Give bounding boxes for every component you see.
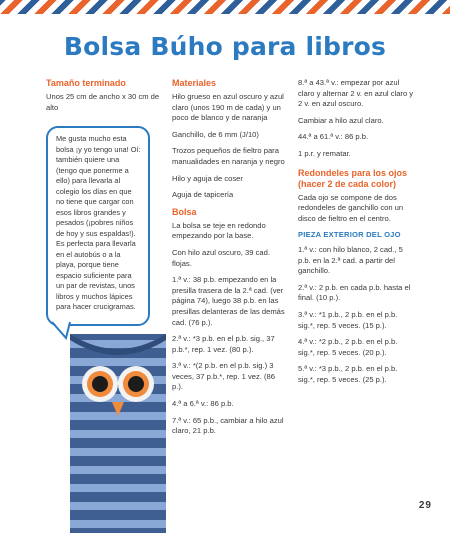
bag-step: 1 p.r. y rematar. xyxy=(298,148,351,158)
owl-eye-right-icon xyxy=(118,366,154,402)
bag-step: 8.ª a 43.ª v.: empezar por azul claro y alternar 2 v. en azul claro y 2 v. en azul oscuro. xyxy=(298,78,414,109)
page-number: 29 xyxy=(418,500,432,511)
bag-heading: Bolsa xyxy=(172,206,197,217)
finished-size-text: Unos 25 cm de ancho x 30 cm de alto xyxy=(46,92,160,112)
top-stripe-border xyxy=(0,0,450,14)
materials-item: Aguja de tapicería xyxy=(172,190,234,200)
bag-step: 2.ª v.: *3 p.b. en el p.b. sig., 37 p.b.*, rep. 1 vez. (80 p.). xyxy=(172,334,275,354)
materials-heading: Materiales xyxy=(172,78,217,88)
speech-bubble xyxy=(46,126,150,326)
eyes-text: Cada ojo se compone de dos redondeles de ganchillo con un disco de fieltro en el centro. xyxy=(298,192,404,223)
bag-step: Cambiar a hilo azul claro. xyxy=(298,115,384,125)
eye-step: 4.ª v.: *2 p.b., 2 p.b. en el p.b. sig.*, rep. 5 veces. (20 p.). xyxy=(298,337,398,357)
finished-size-heading: Tamaño terminado xyxy=(46,78,126,88)
bag-step: 44.ª a 61.ª v.: 86 p.b. xyxy=(298,132,369,142)
eyes-heading: Redondeles para los ojos (hacer 2 de cada color) xyxy=(298,167,408,189)
eye-step: 1.ª v.: con hilo blanco, 2 cad., 5 p.b. en la 2.ª cad. a partir del ganchillo. xyxy=(298,244,403,276)
eye-step: 5.ª v.: *3 p.b., 2 p.b. en el p.b. sig.*, rep. 5 veces. (25 p.). xyxy=(298,364,398,384)
bag-step: Con hilo azul oscuro, 39 cad. flojas. xyxy=(172,247,270,268)
materials-item: Ganchillo, de 6 mm (J/10) xyxy=(172,129,259,139)
bag-step: 3.ª v.: *(2 p.b. en el p.b. sig.) 3 veces, 37 p.b.*, rep. 1 vez. (86 p.). xyxy=(172,361,275,392)
outer-eye-heading: PIEZA EXTERIOR DEL OJO xyxy=(298,230,401,240)
owl-bag-illustration xyxy=(70,334,166,533)
eye-step: 2.ª v.: 2 p.b. en cada p.b. hasta el final. (10 p.). xyxy=(298,282,411,303)
bag-step: 1.ª v.: 38 p.b. empezando en la presilla trasera de la 2.ª cad. (ver página 74), luego 38 p.b. en las presillas delanteras de las demás cad. (76 p.). xyxy=(172,275,285,327)
column-1 xyxy=(46,78,160,119)
page-title: Bolsa Búho para libros xyxy=(63,32,387,61)
column-3 xyxy=(298,78,416,391)
materials-item: Trozos pequeños de fieltro para manualidades en naranja y negro xyxy=(172,146,285,166)
materials-item: Hilo y aguja de coser xyxy=(172,173,243,183)
eye-step: 3.ª v.: *1 p.b., 2 p.b. en el p.b. sig.*, rep. 5 veces. (15 p.). xyxy=(298,309,398,330)
bag-step: 7.ª v.: 65 p.b., cambiar a hilo azul claro, 21 p.b. xyxy=(172,415,284,436)
materials-item: Hilo grueso en azul oscuro y azul claro (unos 190 m de cada) y un poco de blanco y de naranja xyxy=(172,92,284,123)
column-2 xyxy=(172,78,288,443)
bag-step: 4.ª a 6.ª v.: 86 p.b. xyxy=(172,399,234,409)
owl-eye-left-icon xyxy=(82,366,118,402)
bag-step: La bolsa se teje en redondo empezando por la base. xyxy=(172,220,266,241)
speech-bubble-text: Me gusta mucho esta bolsa ¡y yo tengo una! Oí: también quiere una (tengo que ponerme a ello) para llevarla al colegio los días en que no tiene que cargar con esos libros grandes y pesados (¡pobres niños de hoy y sus espaldas!). Es perfecta para llevarla en el autobús o a la playa, porque tiene espacio suficiente para un par de revistas, unos libros y muchos lápices para hacer crucigramas. xyxy=(56,134,141,311)
speech-bubble-tail xyxy=(50,320,72,342)
